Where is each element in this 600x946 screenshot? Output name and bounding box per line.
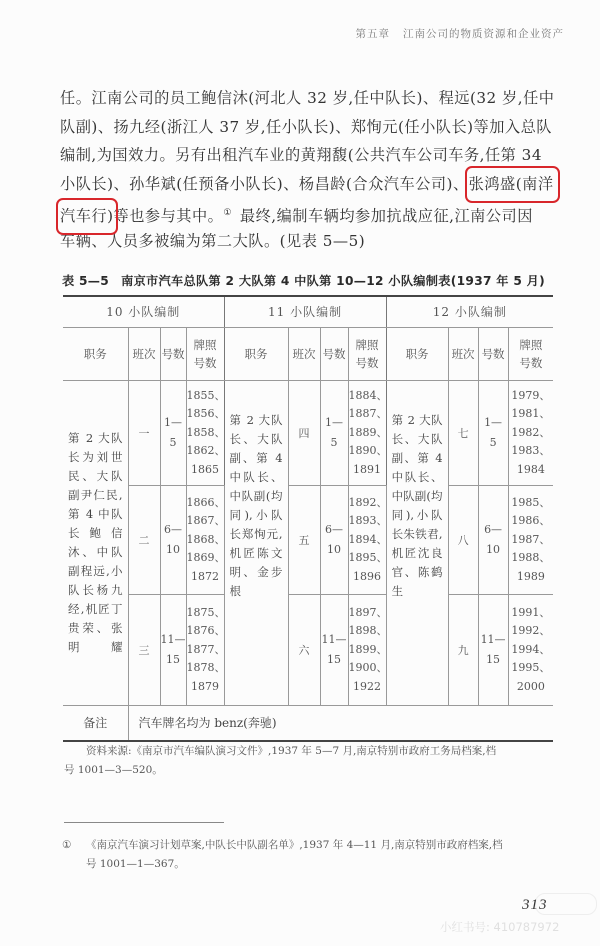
shift-cell: 三 (128, 595, 160, 706)
shift-cell: 八 (448, 486, 478, 595)
squad-12-role: 第 2 大队长、大队副、第 4 中队长、中队副(均同),小队长朱铁君,机匠沈良官、陈鹤生 (386, 381, 448, 706)
shift-cell: 五 (288, 486, 320, 595)
body-line: 车辆、人员多被编为第二大队。(见表 5—5) (60, 232, 366, 251)
col-number: 号数 (320, 328, 348, 381)
body-line-text: 小队长)、孙华斌(任预备小队长)、杨昌龄(合众汽车公司)、 (60, 175, 469, 194)
body-line-text: 等也参与其中。 (113, 206, 224, 225)
footnote-line: 号 1001—1—367。 (86, 858, 185, 870)
group-header-12: 12 小队编制 (386, 296, 553, 328)
body-line (60, 199, 560, 228)
squad-11-role: 第 2 大队长、大队副、第 4 中队长、中队副(均同),小队长郑恂元,机匠陈文明、金步根 (224, 381, 288, 706)
shift-cell: 七 (448, 381, 478, 486)
source-note-line: 号 1001—3—520。 (64, 764, 163, 776)
footnote-reference: ① (223, 207, 232, 218)
highlight-box-name: 张鸿盛(南洋 (469, 170, 556, 199)
col-role: 职务 (224, 328, 288, 381)
col-shift: 班次 (288, 328, 320, 381)
table-row (63, 595, 553, 706)
source-note (64, 742, 554, 780)
group-header-11: 11 小队编制 (224, 296, 386, 328)
number-range-cell: 6— 10 (320, 486, 348, 595)
number-range-cell: 11— 15 (160, 595, 186, 706)
col-shift: 班次 (128, 328, 160, 381)
squad-10-role: 第 2 大队长为刘世民、大队副尹仁民,第 4 中队长鲍信沐、中队副程远,小队长杨九经,机匠丁贵荣、张明耀 (63, 381, 128, 706)
body-line: 编制,为国效力。另有出租汽车业的黄翔馥(公共汽车公司车务,任第 34 (60, 146, 542, 165)
body-line (60, 170, 560, 199)
column-header-row (63, 328, 553, 381)
plate-numbers-cell: 1855、 1856、 1858、 1862、 1865 (186, 381, 224, 486)
table-row (63, 381, 553, 486)
squad-roster-table (63, 295, 553, 742)
table-title: 南京市汽车总队第 2 大队第 4 中队第 10—12 小队编制表(1937 年 5 月) (121, 274, 546, 288)
watermark: 小红书号: 410787972 (440, 920, 560, 934)
col-plate: 牌照 号数 (348, 328, 386, 381)
col-number: 号数 (160, 328, 186, 381)
table-caption (62, 272, 562, 289)
body-line-text: 最终,编制车辆均参加抗战应征,江南公司因 (239, 206, 533, 225)
col-role: 职务 (386, 328, 448, 381)
body-line: 队副)、扬九经(浙江人 37 岁,任小队长)、郑恂元(任小队长)等加入总队 (60, 117, 552, 136)
remark-label: 备注 (63, 706, 128, 742)
plate-numbers-cell: 1991、 1992、 1994、 1995、 2000 (508, 595, 553, 706)
plate-numbers-cell: 1979、 1981、 1982、 1983、 1984 (508, 381, 553, 486)
plate-numbers-cell: 1985、 1986、 1987、 1988、 1989 (508, 486, 553, 595)
shift-cell: 六 (288, 595, 320, 706)
number-range-cell: 1— 5 (478, 381, 508, 486)
col-plate: 牌照 号数 (508, 328, 553, 381)
col-role: 职务 (63, 328, 128, 381)
footnote-mark: ① (62, 839, 72, 851)
group-header-10: 10 小队编制 (63, 296, 224, 328)
plate-numbers-cell: 1875、 1876、 1877、 1878、 1879 (186, 595, 224, 706)
number-range-cell: 11— 15 (478, 595, 508, 706)
body-line: 任。江南公司的员工鲍信沐(河北人 32 岁,任中队长)、程远(32 岁,任中 (60, 89, 555, 107)
shift-cell: 九 (448, 595, 478, 706)
body-paragraph (60, 84, 560, 256)
footnote-divider (64, 822, 224, 823)
group-header-row (63, 296, 553, 328)
number-range-cell: 6— 10 (478, 486, 508, 595)
plate-numbers-cell: 1866、 1867、 1868、 1869、 1872 (186, 486, 224, 595)
col-number: 号数 (478, 328, 508, 381)
plate-numbers-cell: 1884、 1887、 1889、 1890、 1891 (348, 381, 386, 486)
col-shift: 班次 (448, 328, 478, 381)
number-range-cell: 6— 10 (160, 486, 186, 595)
highlight-box-company: 汽车行) (60, 202, 114, 231)
remark-row (63, 706, 553, 742)
footnote-line: 《南京汽车演习计划草案,中队长中队副名单》,1937 年 4—11 月,南京特别市政府档案,档 (86, 839, 503, 851)
shift-cell: 一 (128, 381, 160, 486)
plate-numbers-cell: 1897、 1898、 1899、 1900、 1922 (348, 595, 386, 706)
shift-cell: 二 (128, 486, 160, 595)
page-number: 313 (522, 897, 548, 913)
col-plate: 牌照 号数 (186, 328, 224, 381)
shift-cell: 四 (288, 381, 320, 486)
plate-numbers-cell: 1892、 1893、 1894、 1895、 1896 (348, 486, 386, 595)
remark-text: 汽车牌名均为 benz(奔驰) (128, 706, 553, 742)
number-range-cell: 1— 5 (320, 381, 348, 486)
number-range-cell: 1— 5 (160, 381, 186, 486)
number-range-cell: 11— 15 (320, 595, 348, 706)
running-head: 第五章 江南公司的物质资源和企业资产 (355, 28, 564, 40)
table-row (63, 486, 553, 595)
table-number: 表 5—5 (62, 274, 110, 288)
source-note-line: 资料来源:《南京市汽车编队演习文件》,1937 年 5—7 月,南京特别市政府工务局档案,档 (86, 745, 497, 757)
footnote (62, 836, 562, 874)
